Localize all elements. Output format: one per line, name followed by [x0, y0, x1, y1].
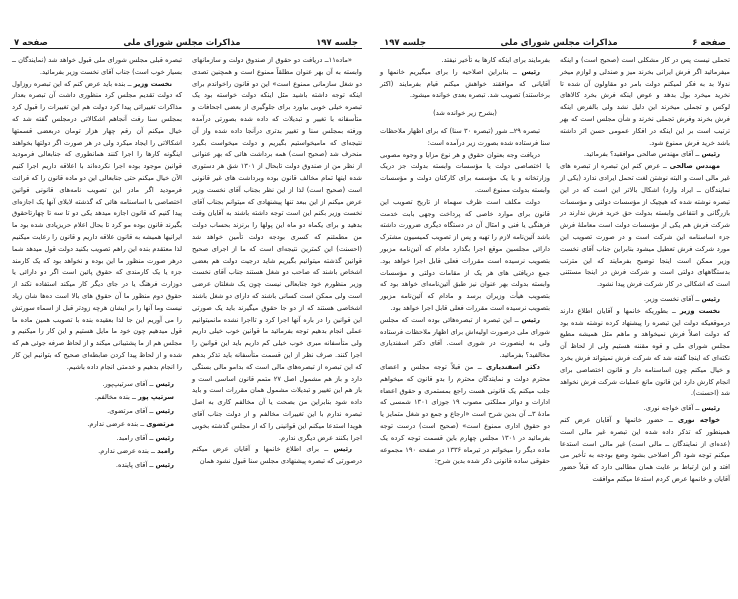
- speech-text: ــ بطوریکه خانمها و آقایان اطلاع دارند درموقعیکه دولت این تبصره را پیشنهاد کرده نوشته شده بود که دولت اصلاً فرش نمیخواهد و ماهم مثل همیشه مطیع مجلس شورای ملی و قوه مقننه هستیم ولی از لحاظ آن نکته‌ای که اینجا گفته شد که شرکت فرش نمیتواند فرش بخرد و خیال میکنم چون اساسنامه دار و قانون اختصاصی برای انجام کارش دارد این قانون مانع عملیات شرکت فرش نخواهد شد (احسنت).: [560, 306, 730, 398]
- speech-text: ــ آقای خواجه نوری.: [643, 404, 700, 413]
- paragraph: تبصره ۲۹ــ شور (تبصره ۳۰ سنا) که برای اظهار ملاحظات سنا فرستاده شده بصورت زیر درآمده است:: [380, 126, 550, 147]
- speaker-name: رئیس: [333, 445, 352, 454]
- page-title: مذاکرات مجلس شورای ملی: [500, 38, 618, 48]
- page-number: صفحه ۶: [692, 38, 726, 48]
- speaker-name: رامبد: [157, 447, 174, 456]
- speech-text: ــ بنابراین اصلاحیه را برای میگیریم خانمها و آقایانی که موافقند خواهش میکنم قیام بفرمایند (اکثر برخاستند) تصویب شد. تبصره بعدی خوانده میشود.: [380, 67, 550, 100]
- speech-text: ــ بنده عرضی ندارم.: [98, 447, 155, 456]
- speaker-name: رئیس: [521, 315, 540, 324]
- column-left: [12, 55, 182, 472]
- speaker-turn: [380, 362, 550, 468]
- speech-text: ــ بنده مخالفم.: [94, 393, 136, 402]
- page-title: مذاکرات مجلس شورای ملی: [123, 38, 241, 48]
- speaker-name: رئیس: [155, 379, 174, 388]
- speaker-name: رئیس: [155, 406, 174, 415]
- column-right: [192, 55, 362, 472]
- paragraph: تبصره قبلی مجلس شورای ملی قبول خواهد شد (نمایندگان ــ بسیار خوب است) جناب آقای نخست وزیر بفرمائید.: [12, 56, 182, 76]
- speech-text: ــ برای اطلاع خانمها و آقایان عرض میکنم درصورتی که تبصره پیشنهادی مجلس سنا قبول نشود همان: [192, 445, 362, 466]
- list-item: [12, 405, 182, 419]
- speech-text: ــ آقای مهندس صالحی موافقید؟ بفرمائید.: [583, 150, 700, 159]
- speaker-name: رئیس: [521, 67, 540, 76]
- speaker-turn: [380, 67, 550, 102]
- speech-text: ــ آقای سرتیپ‌پور.: [102, 379, 154, 388]
- paragraph: بفرمایند برای اینکه کارها به تأخیر نیفتد.: [441, 56, 550, 64]
- speaker-name: سرتیپ پور: [138, 393, 174, 402]
- paragraph: دریافت وجه بعنوان حقوق و هر نوع مزایا و وجوه مصوبی یا اختصاصی دولت یا مؤسسات وابسته بدولت جز دریک وزارتخانه و یا یک مؤسسه برای کارکنان دولت و مؤسسات وابسته بدولت ممنوع است.: [380, 150, 550, 194]
- reading-note: (بشرح زیر خوانده شد): [433, 109, 497, 118]
- page-header: [10, 36, 362, 49]
- speaker-name: رئیس: [701, 404, 720, 413]
- speech-text: ــ من قبلاً توجه مجلس و اعضای محترم دولت و نمایندگان محترم را بدو قانون که میخواهم جلب میکنم یک قانونی هست راجع بمستمری و حقوق اعضاء ادارات و دوائر مملکتی مصوب ۱۹ جوزای ۱۳۰۱ شمسی که مادهٔ ۳ــ آن بدین شرح است «ارجاع و جمع دو شغل متمایز یا دو حقوق اداری ممنوع است» (صحیح است) درست توجه بفرمائید در ۱۳۰۱ مجلس چهارم باین قسمت توجه کرده یک ماده دیگر را میخوانم در تیرماه ۱۳۳۶ در صفحه ۱۹۰ مجموعه حقوقی ساده قانونی ذکر شده بدین شرح:: [380, 362, 551, 466]
- speaker-turn: [560, 415, 730, 486]
- speaker-turn: [12, 79, 182, 374]
- list-item: [12, 418, 182, 432]
- session-number: جلسه ۱۹۷: [384, 38, 426, 48]
- speaker-name: نخست وزیر: [133, 79, 172, 88]
- speaker-name: رئیس: [701, 150, 720, 159]
- speaker-turn: [560, 294, 730, 306]
- speaker-turn: [560, 149, 730, 161]
- speaker-turn: [380, 315, 550, 362]
- speech-text: ــ حضور خانمها و آقایان عرض کنم همینطور که تذکر داده شده این تبصره غیر مالی است (عده‌ای از نمایندگان ــ مالی است) غیر مالی است استدعا میکنم توجه شود اگر اصلاحی بشود وضع بودجه به تأخیر می افتد و این ارتباط بر عایت همان مطالبی دارد که قبلاً حضور آقایان و خانمها عرض کردم استدعا میکنم موافقت: [560, 415, 730, 483]
- speaker-name: مرتضوی: [146, 420, 174, 429]
- page-7: [10, 36, 362, 596]
- speaker-name: مهندس صالحی: [669, 162, 720, 171]
- paragraph: «ماده۱۱ــ دریافت دو حقوق از صندوق دولت و سازمانهای وابسته به آن بهر عنوان مطلقاً ممنوع است و همچنین تصدی دو شغل سازمانی ممنوع است» این دو قانون راخواندم برای اینکه توجه داشته باشید مثل اینکه دولت خواسته بود یک تبصره خیلی خوبی بیاورد برای جلوگیری از بعضی اجحافات و متأسفانه با تغییر و تبدیلات که داده شده بصورتی درآمده ورفته بمجلس سنا و تغییر بدتری درآنجا داده شده واز آن نتیجه‌ای که مامیخواستیم بگیریم و دولت میخواست بگیرد منحرف شد (صحیح است) همه برداشت هائی که بهر عنوانی از نظر من از صندوق دولت تابحال از ۱۳۰۱ شق هر دستوری شده اینها تمام مخالف قانون بوده وبرداشت های غیر قانونی است (صحیح است) لذا از این نظر بجناب آقای نخست وزیر عرض میکنم از این ببعد تنها پیشنهادی که میتوانم بجناب آقای نخست وزیر بکنم این است توجه داشته باشند به آقایان وقت بدهید و برای یکماه دو ماه این پولها را برنزند بحساب دولت من مطمئنم که کسری بودجه دولت تأمین خواهد شد (احسنت) این کمترین نتیجه‌ای است که ما از اجرای صحیح قوانین گذشته میتوانیم بگیریم شاید درجیت دولت هم بعضی اشخاص باشند که صاحب دو شغل هستند جناب آقای نخست وزیر منظورم خود جنابعالی نیست چون یک شغلتان عرضی است ولی ممکن است کسانی باشند که دارای دو شغل باشند اشخاصی هستند که از دو جا حقوق میگیرند باید یک صورتی این قوانین را در باره آنها اجرا کرد و تااجرا نشده مانمیتوانیم عملی انجام بدهیم توجه بفرمائید ما قوانین خوب خیلی داریم ولی متأسفانه مبری خوب خیلی کم داریم باید این قوانین را اجرا کنند. صرف نظر از این قسمت متأسفانه باید تذکر بدهم که این تبصره از تبصره‌های مالی است که بدامو مالی بستگی دارد و باز هم مشمول اصل ۲۷ متمم قانون اساسی است و باز هم این تغییر و تبدیلات مشمول همان مقررات است و باید داده شود بنابراین من بصحت یا آن مخالفم کاری به اصل تبصره ندارم با این تغییرات مخالفم و از دولت جناب آقای هویدا استدعا میکنم این قوانینی را که از مجلس گذشته بخوبی اجرا بکنند عرض دیگری ندارم.: [192, 56, 362, 442]
- session-number: جلسه ۱۹۷: [316, 38, 358, 48]
- speaker-turn: [560, 403, 730, 415]
- list-item: [12, 391, 182, 405]
- speech-text: ــ آقای نخست وزیر.: [643, 294, 700, 303]
- speech-text: ــ آقای مرتضوی.: [107, 406, 154, 415]
- speech-text: ــ بنده عرضی ندارم.: [87, 420, 145, 429]
- paragraph: تحملی نیست پس در کار مشکلی است (صحیح است) و اینکه میفرمائید اگر فرش ایرانی بخرند میز و صندلی و لوازم میخر ندولا بد به فکر لمیکنم دولت بامر دو مقاولون آن شده تا نخرید میخرد بول بدهد و عوض اینکه فرش بخرد کالاهای لوکس و تجملی میخرند این دلیل نشد ولی بالفرض اینکه فرش بخرند وفرش تجملی نخرند و شأن مجلس است که بهر ترتیب است بر این اینکه در افکار عمومی حسن اثر داشته باشد خرید فرش ممنوع شود.: [560, 56, 730, 147]
- paragraph: دولت مکلف است ظرف سهماه از تاریخ تصویب این قانون برای موارد خاصی که پرداخت وجهی بابت خدمت فرهنگی یا فنی و امثال آن در دستگاه دیگری ضرورت داشته باشد آئین‌نامه لازم را تهیه و پس از تصویب کمیسیون مشترک دارائی مجلسین موقع اجرا بگذارد مادام که آئین‌نامه مزبور بتصویب نرسیده است مقررات فعلی قابل اجرا خواهد بود. جمع دریافتی های هر یک از مقامات دولتی و مؤسسات وابسته بدولت بهر عنوان نیز طبق آئین‌نامه‌ای خواهد بود که بتصویب هیأت وزیران برسد و مادام که آئین‌نامه مزبور بتصویب نرسیده است مقررات فعلی قابل اجرا خواهد بود.: [380, 197, 550, 312]
- column-right: [560, 55, 730, 486]
- speaker-list: [12, 378, 182, 473]
- page-6: [380, 36, 730, 596]
- page-number: صفحه ۷: [14, 38, 48, 48]
- speech-text: ــ آقای رامبد.: [116, 433, 154, 442]
- speech-text: ــ بنده باید عرض کنم که این تبصره روزاول که دولت تقدیم مجلس کرد منظوری داشت آن تبصره بعداز مذاکرات تغییراتی پیدا کرد دولت هم این تغییرات را قبول کرد بمجلس سنا رفت آنجاهم اشکالاتی درمجلس گفته شد که خیال میکنم آن رقم چهار هزار تومان دربعضی قسمتها اشکالاتی را ایجاد میکرد ولی در هر صورت اگر دولتها بخواهند اینگونه کارها را اجرا کنند همانطوری که جنابعالی فرمودید قوانین موجود بوده اجرا نکرده‌اند با اعلاقه داریم اجرا کنیم الآن خیال میکنم حتی جنابعالی این دو ماده قانون را که قرائت فرمودید اگر مادر این تصویب نامه‌های قانونی قوانین اختصاصی با اساسنامه هائی که گذشته لابلای آنها یک اجازه‌ای پیدا کنیم که قانون اجازه میدهد یکی دو تا سه تا چهارتاحقوق بگیرند قانون بوده مو کرد تا بحال اعلام حریزیادی شده بود ما ایرانیها همیشه به قانون علاقه داریم و قانون را رعایت میکنیم لذا معتقدم بنده این راهم تصویب بکنید دولت قول میدهد شما درهر صورت منظور ما این بوده و نخواهد بود که یک کارمند جزء یا یک کارمندی که حقوق پائین است اگر دو دارائی یا دوزارت فرهنگ یا در جای دیگر کار میکند استفاده نکند از حقوق دوم منظور ما آن حقوق های بالا است ده‌ها شان زیاد نیست وما آنها را بر ایشان هرچه زودتر قبل از اسماء سورتش را می آوریم این جا لذا بعقیده بنده با تصویب همین ماده ما قول میدهیم چون خود ما مایل هستیم و این کار را میکنیم و مجلس هم از ما پشتیبانی میکند و از لحاظ صرفه جوئی هم که شده و از لحاظ پیدا کردن ضابطه‌ای صحیح که بتوانیم این کار را انجام بدهیم و خدمتی انجام داده باشیم.: [12, 79, 182, 371]
- columns: [10, 55, 362, 472]
- page-header: [380, 36, 730, 49]
- speaker-name: رئیس: [155, 433, 174, 442]
- speaker-turn: [560, 306, 730, 400]
- speech-text: ــ این تبصره از تبصره‌هائی بوده است که مجلس شورای ملی درصورت اولیه‌اش برای اظهار ملاحظات فرستاده ولی به اینصورت در شوری است. آقای دکتر اسفندیاری مخالفید؟ بفرمائید.: [380, 315, 550, 360]
- speaker-turn: [560, 161, 730, 291]
- speaker-name: رئیس: [155, 460, 174, 469]
- list-item: [12, 432, 182, 446]
- speaker-name: رئیس: [701, 294, 720, 303]
- speaker-name: خواجه نوری: [677, 415, 720, 424]
- speaker-name: دکتر اسفندیاری: [485, 362, 540, 371]
- speaker-name: نخست وزیر: [679, 306, 720, 315]
- column-left: [380, 55, 550, 486]
- list-item: [12, 459, 182, 473]
- speaker-turn: [192, 444, 362, 468]
- list-item: [12, 378, 182, 392]
- list-item: [12, 445, 182, 459]
- speech-text: ــ عرض کنم این تبصره از تبصره های غیر مالی است و البته نوشتن لغت تحمل ایرادی ندارد (یکی از نمایندگان ــ ایراد وارد) اشکال بالاتر این است که در این تبصره نوشته شده که هیچیک از مؤسسات دولتی و مؤسسات بازرگانی و انتفاعی وابسته بدولت حق خرید فرش ندارند در شرکت فرش هم یکی از مؤسسات دولت است معاملهٔ فرش جزء اساسنامه این شرکت است و در صورت تصویب این مورد شرکت فرش تعطیل میشود بنابراین جناب آقای نخست وزیر ممکن است اینجا توضیح بفرمایند که این مترتب بدستگاههای دولتی است و شرکت فرش در اینجا مستثنی است که اشکالی در کار شرکت فرش پیدا نشود.: [560, 162, 730, 289]
- columns: [380, 55, 730, 486]
- speech-text: ــ آقای پاینده.: [115, 460, 154, 469]
